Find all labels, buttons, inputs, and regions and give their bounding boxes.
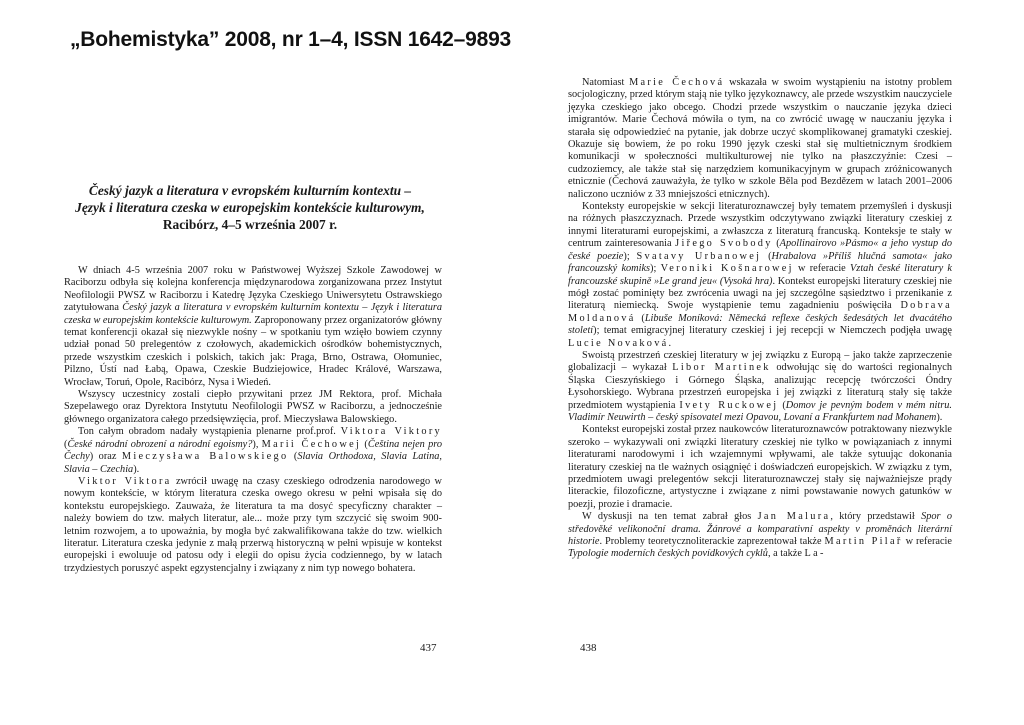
spaced-name: La- bbox=[804, 548, 826, 560]
spaced-name: Viktora Viktory bbox=[340, 426, 443, 438]
title-czech: Český jazyk a literatura v evropském kulturním kontextu – bbox=[88, 183, 412, 198]
text-run: ( bbox=[361, 438, 368, 450]
text-run: W dyskusji na ten temat zabrał głos bbox=[582, 511, 758, 523]
text-run: ); bbox=[650, 263, 661, 275]
paragraph bbox=[568, 511, 952, 561]
page-number: 438 bbox=[580, 642, 597, 654]
page-number: 437 bbox=[420, 642, 437, 654]
text-run-italic: Libuše Moníková: Německá reflexe českých šedesátých let dvacátého století bbox=[568, 312, 952, 337]
paragraph bbox=[64, 265, 442, 389]
paragraph bbox=[568, 77, 952, 201]
text-run: ( bbox=[772, 238, 780, 250]
paragraph bbox=[568, 350, 952, 424]
title-place-date: Racibórz, 4–5 września 2007 r. bbox=[162, 217, 338, 232]
text-run: ( bbox=[761, 250, 772, 262]
text-run: Zaproponowany przez organizatorów główny temat konferencji okazał się niezwykle nośny – w spotkaniu tym wzięło bowiem czynny udział ponad 50 prelegentów z czołowych, akademickich ośrodków bohemistycznych, przede wszystkim czeskich i polskich, takich jak: Praga, Brno, Ostrawa, Ołomuniec, Pilzno, Ústí nad Łabą, Opawa, Czeskie Budziejowice, Hradec Králové, Warszawa, Wrocław, Toruń, Opole, Racibórz, Nysa i Wiedeń. bbox=[64, 314, 442, 388]
text-run: Konteksty europejskie w sekcji literaturoznawczej były tematem przemyśleń i dyskusji na różnych płaszczyznach. Przede wszystkim odczytywano związki literatury czeskiej z innymi literaturami europejskimi, a zwłaszcza z literaturą francuską. Konteksje te stały w centrum zainteresowania bbox=[568, 201, 952, 250]
text-run: . Kontekst europejski literatury czeskiej nie mógł zostać pominięty bez zwrócenia uwagi na jej szczególne sąsiedztwo i przenikanie z literaturą niemiecką. Swoje wystąpienie temu zagadnieniu poświęciła bbox=[568, 275, 953, 312]
text-run: ( bbox=[64, 438, 68, 450]
text-run: ( bbox=[288, 451, 298, 463]
text-run-italic: Hrabalova »Příliš hlučná samota« jako francouzský komiks bbox=[568, 250, 952, 275]
right-page bbox=[512, 0, 1024, 725]
text-run-italic: České národní obrození a národní egoismy? bbox=[67, 438, 253, 450]
text-run: w referacie bbox=[902, 536, 952, 548]
text-run: . Problemy teoretycznoliterackie zaprezentował także bbox=[599, 536, 825, 548]
spaced-name: Libor Martinek bbox=[672, 362, 771, 374]
text-run-italic: Slavia Orthodoxa, Slavia Latina, Slavia – Czechia bbox=[64, 451, 442, 475]
journal-header: „Bohemistyka” 2008, nr 1–4, ISSN 1642–9893 bbox=[70, 28, 512, 51]
text-run: ( bbox=[635, 312, 645, 324]
text-run-italic: Český jazyk a literatura v evropském kulturním kontextu – Język i literatura czeska w europejskim kontekście kulturowym. bbox=[64, 302, 442, 326]
spaced-name: Lucie Novaková bbox=[568, 337, 669, 349]
text-run: ). bbox=[133, 463, 140, 475]
text-run: W dniach 4-5 września 2007 roku w Państwowej Wyższej Szkole Zawodowej w Raciborzu odbyła się kolejna konferencja międzynarodowa zorganizowana przez Instytut Neofilologii PWSZ w Raciborzu i Katedrę Języka Czeskiego Uniwersytetu Ostrawskiego zatytułowana bbox=[64, 265, 442, 314]
spaced-name: Viktor Viktora bbox=[78, 475, 172, 487]
paragraph bbox=[64, 476, 442, 575]
text-run: , a także bbox=[767, 548, 805, 560]
text-run-italic: Domov je pevným bodem v mém nitru. Vladimír Neuwirth – český spisovatel mezi Opavou, Lovaní a Frankfurtem nad Mohanem bbox=[568, 399, 952, 423]
spaced-name: Veroniki Košnarowej bbox=[660, 263, 794, 275]
text-run-italic: Typologie moderních českých povídkových cyklů bbox=[568, 548, 768, 560]
paragraph: Kontekst europejski został przez naukowców literaturoznawców potraktowany niezwykle szeroko – wykazywali oni związki literatury czeskiej nie tylko w powiązaniach z innymi literaturami narodowymi i ich wzajemnymi wpływami, ale także sytuując dokonania literatury czeskiej na tle ważnych osiągnięć i doświadczeń europejskich. W związku z tym, przedmiotem uwagi prelegentów sekcji literaturoznawczej stały się najważniejsze prądy literackie, filozoficzne, artystyczne i związane z nimi powstawanie nowych gatunków w poezji, prozie i dramacie. bbox=[568, 424, 952, 510]
text-run: ), bbox=[252, 438, 262, 450]
text-run-italic: Čeština nejen pro Čechy bbox=[64, 438, 442, 463]
text-run-italic: Spor o středověké velikonoční drama. Žánrové a komparativní aspekty v proměnách literární historie bbox=[568, 511, 952, 548]
spaced-name: Jiřego Svobody bbox=[675, 238, 773, 250]
paragraph bbox=[64, 426, 442, 476]
paragraph: Wszyscy uczestnicy zostali ciepło przywitani przez JM Rektora, prof. Michała Szepelawego oraz Dyrektora Instytutu Neofilologii PWSZ w Raciborzu, a jednocześnie głównego organizatora całego przedsięwzięcia, prof. Mieczysława Balowskiego. bbox=[64, 389, 442, 425]
spaced-name: Dobrava Moldanová bbox=[568, 300, 952, 324]
text-run-italic: Vztah české literatury k francouzské skupině »Le grand jeu« (Vysoká hra) bbox=[568, 263, 952, 287]
title-polish: Język i literatura czeska w europejskim kontekście kulturowym, bbox=[75, 200, 425, 215]
text-run: Swoistą przestrzeń czeskiej literatury w jej związku z Europą – jako także zaprzeczenie globalizacji – wykazał bbox=[568, 349, 952, 374]
text-run: ( bbox=[778, 399, 786, 411]
spaced-name: Martin Pilař bbox=[824, 536, 903, 548]
text-run: odwołując się do wartości regionalnych Śląska Cieszyńskiego i Górnego Śląska, analizując recepcję twórczości Óndry Łysohorskiego. Wybrana przestrzeń europejska i jej związki z literaturą stały się także przedmiotem wystąpienia bbox=[568, 362, 952, 411]
text-run: w referacie bbox=[793, 263, 851, 275]
text-run: Ton całym obradom nadały wystąpienia plenarne prof.prof. bbox=[78, 426, 341, 438]
spaced-name: Jan Malura bbox=[757, 511, 831, 523]
text-run: ). bbox=[936, 411, 943, 423]
text-run: zwrócił uwagę na czasy czeskiego odrodzenia narodowego w nowym kontekście, w którym literatura czeska owego okresu w pełni wpisała się do kontekstu europejskiego. Zauważa, że literatura ta ma dosyć specyficzny charakter – należy bowiem do tzw. małych literatur, ale... może przy tym szczycić się swoim 900-letnim rozwojem, a to upoważnia, by mogła być zakwalifikowana także do tzw. wielkich literatur. Literatura czeska jedynie z małą przerwą historyczną w pełni wpisuje w kontekst europejski i ewoluuje od patosu ody i elegii do opisu życia codziennego, by w latach trzydziestych poruszyć aspekt egzystencjalny i związany z nim typ nowego bohatera. bbox=[64, 475, 442, 574]
left-body-text bbox=[64, 265, 442, 575]
text-run: . bbox=[668, 337, 672, 349]
text-run: ) oraz bbox=[89, 451, 122, 463]
text-run: , który przedstawił bbox=[830, 511, 922, 523]
paragraph bbox=[568, 201, 952, 350]
spaced-name: Marii Čechowej bbox=[261, 438, 362, 450]
spaced-name: Svatavy Urbanowej bbox=[636, 250, 762, 262]
text-run-italic: Apollinairovo »Pásmo« a jeho vystup do české poezie bbox=[568, 238, 952, 262]
text-run: ); temat emigracyjnej literatury czeskiej i jej recepcji w Niemczech podjęła uwagę bbox=[593, 325, 952, 337]
spaced-name: Ivety Ruckowej bbox=[679, 399, 779, 411]
article-title bbox=[58, 182, 442, 233]
spaced-name: Marie Čechová bbox=[629, 77, 725, 88]
spaced-name: Mieczysława Balowskiego bbox=[121, 451, 289, 463]
text-run: wskazała w swoim wystąpieniu na istotny problem socjologiczny, przed którym stają nie tylko językoznawcy, ale przede wszystkim nauczyciele języka czeskiego jako obcego. Chodzi przede wszystkim o nauczanie języka dzieci imigrantów. Marie Čechová mówiła o tym, na co zwrócić uwagę w nauczaniu języka i starała się odpowiedzieć na pytanie, jak dobrze uczyć skomplikowanej gramatyki czeskiej. Okazuje się bowiem, że po roku 1990 język czeski stał się multietnicznym środkiem komunikacji w społeczności multikulturowej nie tylko na płaszczyźnie: Czesi – cudzoziemcy, ale także stał się narzędziem komunikacyjnym w grupach zróżnicowanych etnicznie (Čechová zauważyła, że tylko w szkole Běla pod Bezdězem w latach 2001–2006 naliczono uczniów z 33 mniejszości etnicznych). bbox=[568, 77, 953, 200]
text-run: ); bbox=[623, 250, 637, 262]
text-run: Natomiast bbox=[582, 77, 630, 88]
right-body-text bbox=[568, 77, 952, 561]
